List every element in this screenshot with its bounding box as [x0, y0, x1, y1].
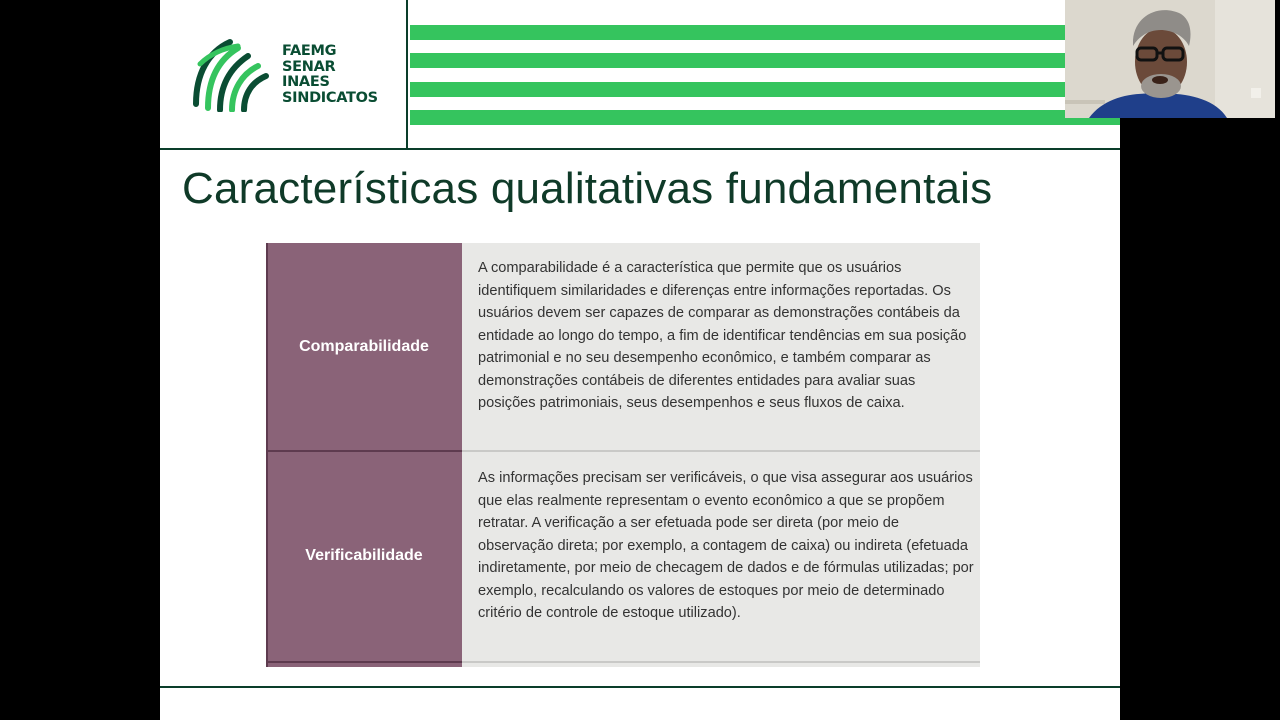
- row-divider: [266, 450, 462, 452]
- row-divider: [462, 661, 980, 663]
- header-divider: [160, 148, 1120, 150]
- characteristics-table: [266, 243, 980, 667]
- footer-divider: [160, 686, 1120, 688]
- faemg-wheat-arches-icon: [190, 34, 270, 112]
- logo-line-sindicatos: SINDICATOS: [282, 89, 378, 106]
- row-label-verificabilidade: Verificabilidade: [305, 547, 423, 564]
- logo-line-faemg: FAEMG: [282, 43, 337, 59]
- row-divider: [462, 450, 980, 452]
- logo-area: [160, 0, 408, 148]
- logo-line-senar: SENAR: [282, 58, 336, 75]
- header-stripe: [410, 25, 1120, 40]
- row-divider: [266, 661, 462, 663]
- header-stripe: [410, 53, 1120, 68]
- logo-line-inaes: INAES: [282, 74, 330, 90]
- row-description-comparabilidade: A comparabilidade é a característica que permite que os usuários identifiquem similaridades e diferenças entre informações reportadas. Os usuários devem ser capazes de comparar as demonstrações contábeis da entidade ao longo do tempo, a fim de identificar tendências em sua posição patrimonial e no seu desempenho econômico, e também comparar as demonstrações contábeis de diferentes entidades para avaliar suas posições patrimoniais, seus desempenhos e seus fluxos de caixa.: [478, 260, 967, 411]
- logo-wordmark: [282, 44, 378, 106]
- header-stripe: [410, 82, 1120, 97]
- label-column: [266, 243, 462, 667]
- presenter-avatar-icon: [1065, 0, 1275, 118]
- row-description-verificabilidade: As informações precisam ser verificáveis, o que visa assegurar aos usuários que elas realmente representam o evento econômico a que se propõem retratar. A verificação a ser efetuada pode ser direta (por meio de observação direta; por exemplo, a contagem de caixa) ou indireta (efetuada indiretamente, por meio de checagem de dados e de fórmulas utilizadas; por exemplo, recalculando os valores de estoques por meio de determinado critério de controle de estoque utilizado).: [478, 470, 974, 621]
- row-label-comparabilidade: Comparabilidade: [299, 338, 429, 355]
- presentation-slide: [160, 0, 1120, 720]
- presenter-video-feed: [1065, 0, 1275, 118]
- header-stripe: [410, 110, 1120, 125]
- slide-title: Características qualitativas fundamentais: [182, 164, 993, 213]
